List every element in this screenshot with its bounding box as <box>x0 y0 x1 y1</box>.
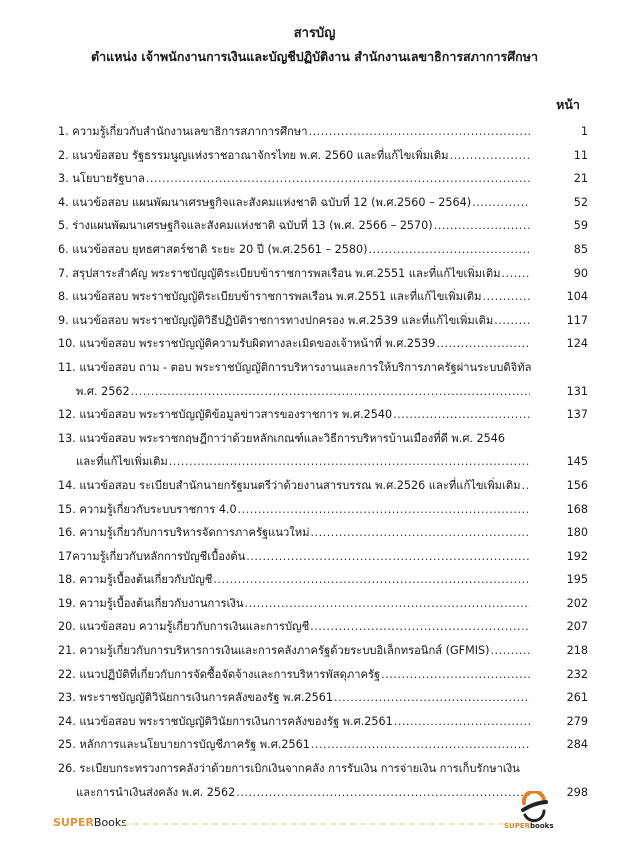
table-of-contents <box>58 120 588 804</box>
toc-entry-line <box>58 733 588 757</box>
toc-entry[interactable] <box>58 568 588 592</box>
dot-leader <box>502 262 530 286</box>
dot-leader <box>393 403 530 427</box>
toc-entry-line <box>58 144 588 168</box>
toc-entry-title: 3. นโยบายรัฐบาล <box>58 172 145 186</box>
dot-leader <box>308 120 530 144</box>
toc-entry[interactable] <box>58 262 588 286</box>
toc-entry-line <box>58 545 588 569</box>
dot-leader <box>436 332 530 356</box>
toc-entry-title: 10. แนวข้อสอบ พระราชบัญญัติความรับผิดทางละเมิดของเจ้าหน้าที่ พ.ศ.2539 <box>58 337 436 351</box>
toc-entry-title: 19. ความรู้เบื้องต้นเกี่ยวกับงานการเงิน <box>58 596 244 610</box>
toc-page-number: 1 <box>580 125 588 138</box>
toc-entry-line <box>58 521 588 545</box>
toc-entry-line <box>58 592 588 616</box>
footer-divider <box>123 823 504 825</box>
toc-entry-line <box>58 120 588 144</box>
swoosh-logo-icon <box>518 791 550 823</box>
toc-page-number: 11 <box>573 148 588 162</box>
toc-entry-title: 25. หลักการและนโยบายการบัญชีภาครัฐ พ.ศ.2561 <box>58 738 310 752</box>
toc-entry-title: 13. แนวข้อสอบ พระราชกฤษฎีกาว่าด้วยหลักเกณฑ์และวิธีการบริหารบ้านเมืองที่ดี พ.ศ. 2546 <box>58 431 506 445</box>
toc-entry-line <box>58 427 588 451</box>
toc-entry-title: 17ความรู้เกี่ยวกับหลักการบัญชีเบื้องต้น <box>58 549 246 563</box>
toc-page-number: 85 <box>573 242 588 256</box>
toc-entry-line <box>58 167 588 191</box>
toc-page-number: 261 <box>566 691 588 705</box>
toc-entry[interactable] <box>58 309 588 333</box>
toc-entry[interactable] <box>58 663 588 687</box>
toc-entry-line <box>58 498 588 522</box>
toc-page-number: 90 <box>573 266 588 280</box>
toc-page-number: 21 <box>573 172 588 186</box>
toc-entry[interactable] <box>58 733 588 757</box>
toc-entry-line <box>58 686 588 710</box>
toc-entry-title: และการนำเงินส่งคลัง พ.ศ. 2562 <box>76 785 236 799</box>
toc-entry[interactable] <box>58 285 588 309</box>
toc-page-number: 117 <box>566 313 588 327</box>
toc-entry[interactable] <box>58 498 588 522</box>
toc-entry[interactable] <box>58 403 588 427</box>
dot-leader <box>245 592 530 616</box>
toc-entry[interactable] <box>58 356 588 403</box>
toc-entry-title: 18. ความรู้เบื้องต้นเกี่ยวกับบัญชี <box>58 573 213 587</box>
document-title: สารบัญ <box>293 26 336 41</box>
toc-entry-line <box>58 191 588 215</box>
toc-entry[interactable] <box>58 144 588 168</box>
toc-entry-line <box>58 380 588 404</box>
toc-page-number: 232 <box>566 667 588 681</box>
toc-entry-title: 23. พระราชบัญญัติวินัยการเงินการคลังของรัฐ พ.ศ.2561 <box>58 691 334 705</box>
toc-entry-line <box>58 757 588 781</box>
page-column-header: หน้า <box>556 97 580 112</box>
toc-entry-title: 24. แนวข้อสอบ พระราชบัญญัติวินัยการเงินการคลังของรัฐ พ.ศ.2561 <box>58 714 393 728</box>
toc-entry-line <box>58 214 588 238</box>
toc-entry[interactable] <box>58 592 588 616</box>
toc-page-number: 279 <box>566 714 588 728</box>
toc-entry-title: 11. แนวข้อสอบ ถาม - ตอบ พระราชบัญญัติการบริหารงานและการให้บริการภาครัฐผ่านระบบดิจิทัล <box>58 360 532 374</box>
brand-books-text: Books <box>93 816 128 829</box>
toc-entry-title: 26. ระเบียบกระทรวงการคลังว่าด้วยการเบิกเงินจากคลัง การรับเงิน การจ่ายเงิน การเก็บรักษาเงิน <box>58 762 520 776</box>
toc-entry[interactable] <box>58 191 588 215</box>
toc-entry-line <box>58 450 588 474</box>
toc-entry[interactable] <box>58 686 588 710</box>
toc-entry-title: พ.ศ. 2562 <box>76 384 130 398</box>
toc-entry[interactable] <box>58 332 588 356</box>
toc-entry-title: 12. แนวข้อสอบ พระราชบัญญัติข้อมูลข่าวสารของราชการ พ.ศ.2540 <box>58 408 393 422</box>
toc-entry-line <box>58 285 588 309</box>
toc-entry[interactable] <box>58 710 588 734</box>
document-subtitle: ตำแหน่ง เจ้าพนักงานการเงินและบัญชีปฏิบัติงาน สำนักงานเลขาธิการสภาการศึกษา <box>91 49 538 64</box>
toc-entry-line <box>58 710 588 734</box>
toc-page-number: 192 <box>566 549 588 563</box>
toc-entry-title: 7. สรุปสาระสำคัญ พระราชบัญญัติระเบียบข้าราชการพลเรือน พ.ศ.2551 และที่แก้ไขเพิ่มเติม <box>58 266 501 280</box>
toc-page-number: 202 <box>566 596 588 610</box>
dot-leader <box>246 545 530 569</box>
dot-leader <box>311 521 531 545</box>
dot-leader <box>472 191 530 215</box>
toc-entry-line <box>58 474 588 498</box>
superbooks-logo <box>504 791 564 833</box>
toc-entry-title: 8. แนวข้อสอบ พระราชบัญญัติระเบียบข้าราชการพลเรือน พ.ศ.2551 และที่แก้ไขเพิ่มเติม <box>58 290 482 304</box>
dot-leader <box>434 214 530 238</box>
toc-entry-line <box>58 309 588 333</box>
dot-leader <box>311 733 530 757</box>
toc-page-number: 284 <box>566 738 588 752</box>
toc-entry-line <box>58 615 588 639</box>
toc-entry[interactable] <box>58 545 588 569</box>
dot-leader <box>482 285 530 309</box>
toc-entry-title: 9. แนวข้อสอบ พระราชบัญญัติวิธีปฏิบัติราชการทางปกครอง พ.ศ.2539 และที่แก้ไขเพิ่มเติม <box>58 313 494 327</box>
toc-entry-title: 14. แนวข้อสอบ ระเบียบสำนักนายกรัฐมนตรีว่าด้วยงานสารบรรณ พ.ศ.2526 และที่แก้ไขเพิ่มเติม <box>58 478 521 492</box>
brand-super-text: SUPER <box>53 816 94 829</box>
dot-leader <box>394 710 530 734</box>
toc-entry-title: 21. ความรู้เกี่ยวกับการบริหารการเงินและการคลังภาครัฐด้วยระบบอิเล็กทรอนิกส์ (GFMIS) <box>58 644 490 658</box>
toc-entry-line <box>58 639 588 663</box>
toc-entry[interactable] <box>58 615 588 639</box>
toc-entry-title: 16. ความรู้เกี่ยวกับการบริหารจัดการภาครัฐแนวใหม่ <box>58 526 310 540</box>
toc-page-number: 168 <box>566 502 588 516</box>
toc-entry-line <box>58 262 588 286</box>
toc-entry[interactable] <box>58 474 588 498</box>
dot-leader <box>213 568 530 592</box>
toc-page-number: 145 <box>566 455 588 469</box>
toc-entry[interactable] <box>58 238 588 262</box>
toc-page-number: 104 <box>566 290 588 304</box>
dot-leader <box>146 167 530 191</box>
toc-entry-line <box>58 332 588 356</box>
toc-page-number: 137 <box>566 408 588 422</box>
toc-page-number: 298 <box>566 785 588 799</box>
toc-page-number: 59 <box>573 219 588 233</box>
dot-leader <box>238 498 530 522</box>
toc-entry-title: 4. แนวข้อสอบ แผนพัฒนาเศรษฐกิจและสังคมแห่งชาติ ฉบับที่ 12 (พ.ศ.2560 – 2564) <box>58 195 472 209</box>
toc-entry-line <box>58 356 588 380</box>
toc-page-number: 131 <box>566 384 588 398</box>
toc-entry-title: 5. ร่างแผนพัฒนาเศรษฐกิจและสังคมแห่งชาติ ฉบับที่ 13 (พ.ศ. 2566 – 2570) <box>58 219 433 233</box>
toc-entry-title: และที่แก้ไขเพิ่มเติม <box>76 455 168 469</box>
toc-entry[interactable] <box>58 427 588 474</box>
dot-leader <box>334 686 530 710</box>
dot-leader <box>169 450 530 474</box>
toc-entry-title: 1. ความรู้เกี่ยวกับสำนักงานเลขาธิการสภาการศึกษา <box>58 125 308 138</box>
toc-entry[interactable] <box>58 120 588 144</box>
dot-leader <box>522 474 530 498</box>
toc-entry-line <box>58 403 588 427</box>
dot-leader <box>310 615 530 639</box>
toc-entry-line <box>58 568 588 592</box>
dot-leader <box>236 781 530 805</box>
dot-leader <box>450 144 531 168</box>
toc-entry[interactable] <box>58 214 588 238</box>
footer-brand <box>53 816 127 829</box>
dot-leader <box>494 309 530 333</box>
toc-page-number: 180 <box>566 526 588 540</box>
toc-entry-title: 2. แนวข้อสอบ รัฐธรรมนูญแห่งราชอาณาจักรไทย พ.ศ. 2560 และที่แก้ไขเพิ่มเติม <box>58 148 449 162</box>
dot-leader <box>490 639 530 663</box>
toc-entry-title: 20. แนวข้อสอบ ความรู้เกี่ยวกับการเงินและการบัญชี <box>58 620 310 634</box>
toc-entry-title: 6. แนวข้อสอบ ยุทธศาสตร์ชาติ ระยะ 20 ปี (พ.ศ.2561 – 2580) <box>58 242 368 256</box>
toc-entry-title: 22. แนวปฏิบัติที่เกี่ยวกับการจัดซื้อจัดจ้างและการบริหารพัสดุภาครัฐ <box>58 667 381 681</box>
toc-page-number: 156 <box>566 478 588 492</box>
toc-entry[interactable] <box>58 639 588 663</box>
toc-page-number: 207 <box>566 620 588 634</box>
toc-entry[interactable] <box>58 521 588 545</box>
logo-label: SUPERbooks <box>504 822 554 830</box>
toc-page-number: 218 <box>566 644 588 658</box>
dot-leader <box>381 663 530 687</box>
toc-entry-title: 15. ความรู้เกี่ยวกับระบบราชการ 4.0 <box>58 502 237 516</box>
toc-entry[interactable] <box>58 167 588 191</box>
toc-page-number: 52 <box>573 195 588 209</box>
dot-leader <box>368 238 530 262</box>
toc-page-number: 195 <box>566 573 588 587</box>
dot-leader <box>131 380 530 404</box>
toc-entry-line <box>58 238 588 262</box>
toc-page-number: 124 <box>566 337 588 351</box>
toc-entry-line <box>58 663 588 687</box>
